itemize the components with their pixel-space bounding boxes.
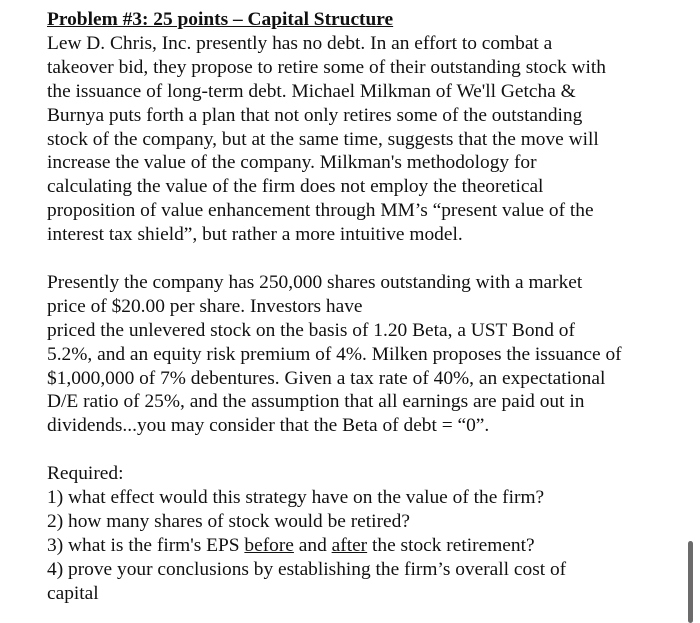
question-1: 1) what effect would this strategy have on the value of the firm?	[47, 487, 545, 509]
problem-paragraph-2	[47, 271, 687, 438]
paragraph-line: priced the unlevered stock on the basis of 1.20 Beta, a UST Bond of	[47, 319, 575, 341]
question-3-suffix: the stock retirement?	[367, 534, 535, 556]
paragraph-line: dividends...you may consider that the Beta of debt = “0”.	[47, 415, 490, 437]
problem-paragraph-1	[47, 32, 687, 247]
paragraph-line: price of $20.00 per share. Investors have	[47, 295, 363, 317]
paragraph-gap	[47, 438, 687, 462]
question-3-before: before	[244, 534, 294, 556]
paragraph-line: stock of the company, but at the same time, suggests that the move will	[47, 128, 599, 150]
paragraph-line: Presently the company has 250,000 shares outstanding with a market	[47, 271, 583, 293]
question-3-middle: and	[293, 534, 332, 556]
paragraph-gap	[47, 247, 687, 271]
problem-title: Problem #3: 25 points – Capital Structure	[47, 9, 394, 30]
question-2: 2) how many shares of stock would be retired?	[47, 511, 410, 532]
paragraph-line: calculating the value of the firm does not employ the theoretical	[47, 176, 544, 198]
required-section	[47, 462, 687, 605]
paragraph-line: interest tax shield”, but rather a more intuitive model.	[47, 224, 463, 246]
question-4: 4) prove your conclusions by establishing the firm’s overall cost of	[47, 558, 567, 580]
question-3-prefix: 3) what is the firm's EPS	[47, 534, 245, 556]
paragraph-line: increase the value of the company. Milkman's methodology for	[47, 152, 537, 174]
paragraph-line: 5.2%, and an equity risk premium of 4%. Milken proposes the issuance of	[47, 343, 622, 365]
paragraph-line: takeover bid, they propose to retire some of their outstanding stock with	[47, 56, 606, 78]
problem-document	[47, 8, 687, 606]
question-3-after: after	[331, 534, 368, 556]
question-3	[47, 534, 687, 558]
vertical-scrollbar[interactable]	[688, 541, 693, 623]
question-4-continued: capital	[47, 582, 99, 604]
paragraph-line: Lew D. Chris, Inc. presently has no debt. In an effort to combat a	[47, 32, 553, 54]
paragraph-line: $1,000,000 of 7% debentures. Given a tax rate of 40%, an expectational	[47, 367, 606, 389]
paragraph-line: proposition of value enhancement through MM’s “present value of the	[47, 200, 594, 222]
paragraph-line: D/E ratio of 25%, and the assumption that all earnings are paid out in	[47, 391, 585, 413]
paragraph-line: Burnya puts forth a plan that not only retires some of the outstanding	[47, 104, 583, 126]
required-heading: Required:	[47, 463, 124, 485]
paragraph-line: the issuance of long-term debt. Michael Milkman of We'll Getcha &	[47, 80, 576, 102]
